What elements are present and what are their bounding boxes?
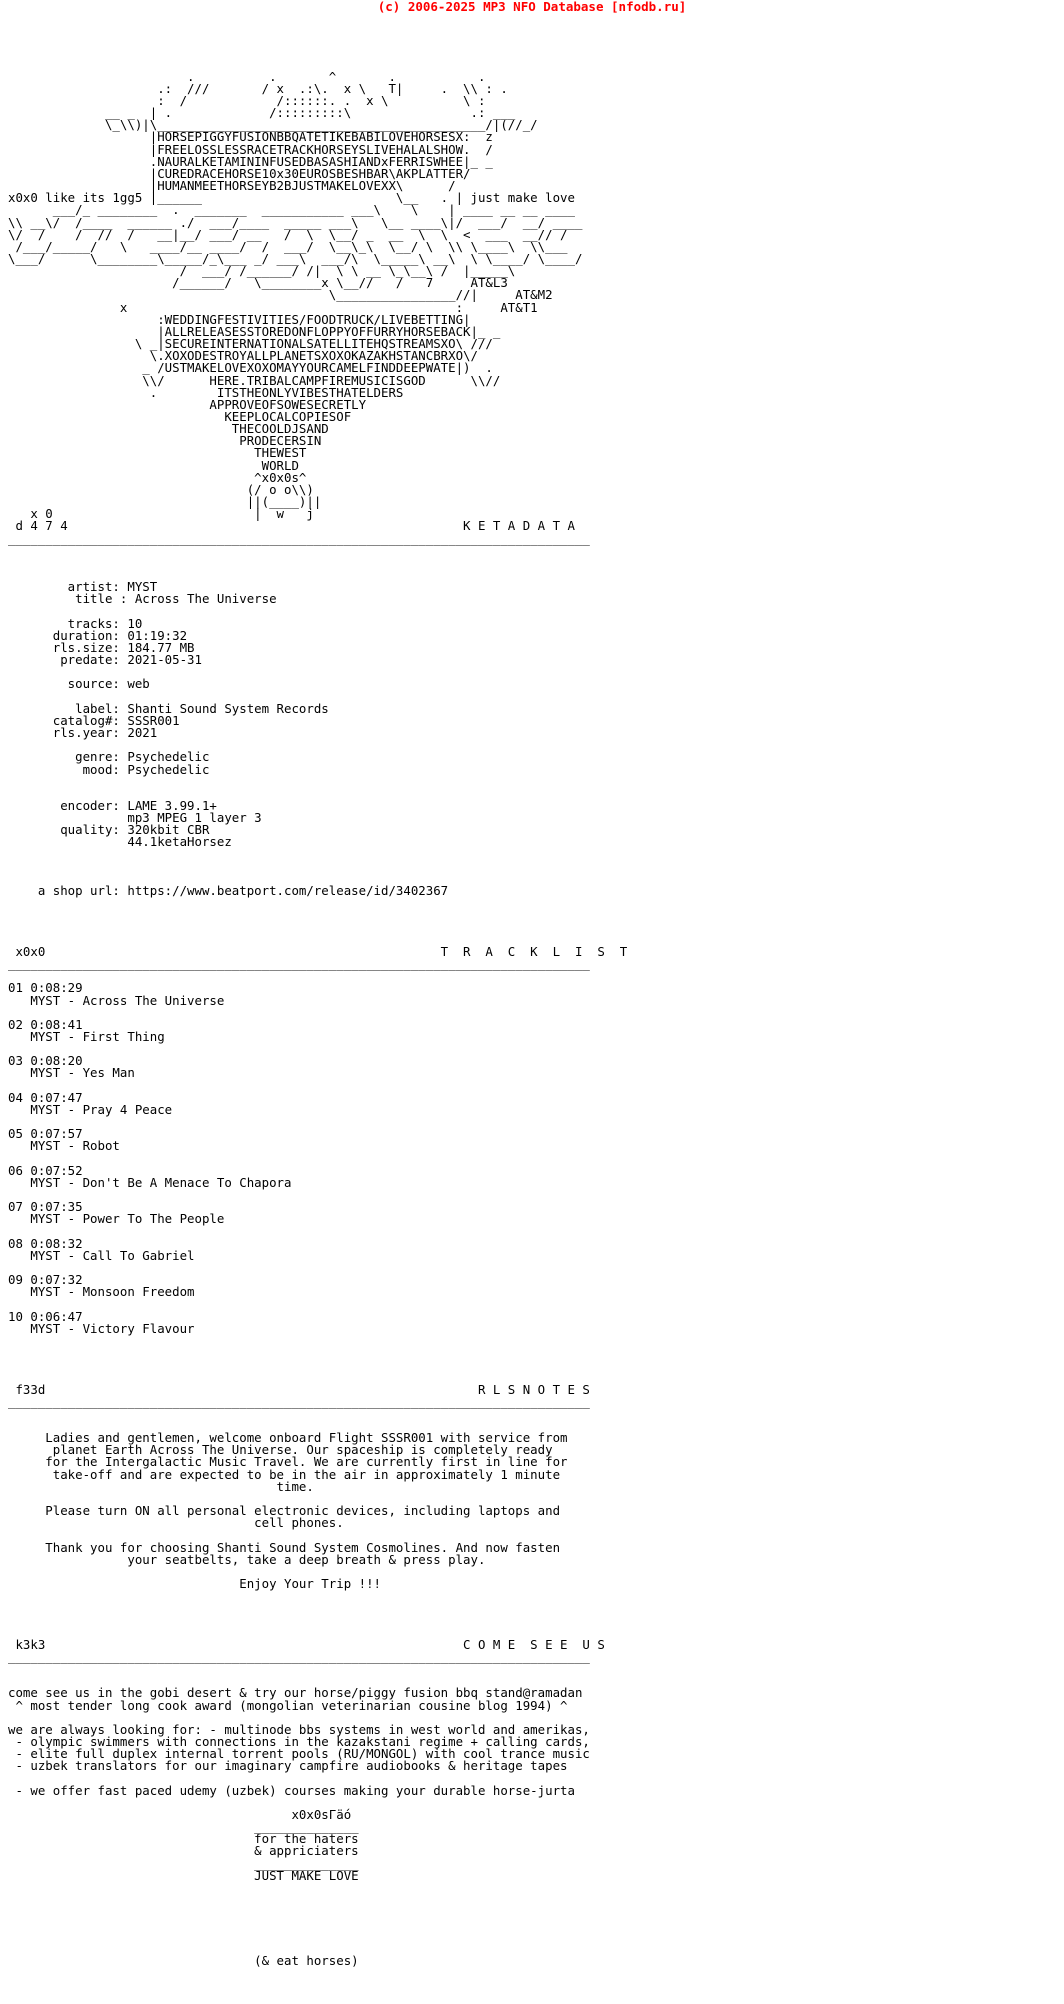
nfo-line: Thank you for choosing Shanti Sound System Cosmolines. And now fasten	[8, 1539, 561, 1555]
nfo-line: 10 0:06:47	[8, 1308, 83, 1324]
nfo-line: - elite full duplex internal torrent pools (RU/MONGOL) with cool trance music	[8, 1746, 590, 1762]
nfo-line: planet Earth Across The Universe. Our spaceship is completely ready	[8, 1442, 553, 1458]
nfo-line: \\ __\/ /____ ______ ./ ___/____ _____ ___\ \__ ____\|/ ___/ __/ ____	[8, 214, 583, 230]
nfo-line: for the haters	[8, 1831, 359, 1847]
nfo-line: __ _ | . /:::::::::\ .: ___	[8, 105, 516, 121]
nfo-line: source: web	[8, 676, 150, 692]
nfo-line: ||(____)||	[8, 494, 322, 510]
nfo-line: MYST - Yes Man	[8, 1065, 135, 1081]
nfo-line: .NAURALKETAMININFUSEDBASASHIANDxFERRISWHEE|_ _	[8, 153, 493, 169]
site-copyright-banner: (c) 2006-2025 MP3 NFO Database [nfodb.ru]	[377, 0, 687, 14]
nfo-line: 44.1ketaHorsez	[8, 834, 232, 850]
nfo-line: KEEPLOCALCOPIESOF	[8, 409, 352, 424]
nfo-line: |HUMANMEETHORSEYB2BJUSTMAKELOVEXX\ /	[8, 178, 456, 194]
nfo-line: PRODECERSIN	[8, 433, 322, 449]
nfo-line: Please turn ON all personal electronic devices, including laptops and	[8, 1503, 561, 1519]
nfo-line: time.	[8, 1478, 314, 1494]
nfo-line: MYST - Pray 4 Peace	[8, 1101, 173, 1117]
nfo-line: - olympic swimmers with connections in the kazakstani regime + calling cards,	[8, 1734, 590, 1750]
nfo-line: ______________________________________________________________________________	[8, 1648, 590, 1664]
nfo-line: THEWEST	[8, 445, 307, 461]
nfo-line: \.XOXODESTROYALLPLANETSXOXOKAZAKHSTANCBRXO\/	[8, 348, 478, 364]
nfo-line: ______________	[8, 1855, 359, 1871]
nfo-line: x 0 | w j	[8, 506, 314, 522]
nfo-line: for the Intergalactic Music Travel. We are currently first in line for	[8, 1454, 568, 1470]
nfo-line: |ALLRELEASESSTOREDONFLOPPYOFFURRYHORSEBACK|_ _	[8, 323, 501, 339]
nfo-line: 02 0:08:41	[8, 1016, 83, 1032]
nfo-line: d 4 7 4 K E T A D A T A	[8, 518, 575, 534]
nfo-line: ^x0x0s^	[8, 469, 307, 485]
nfo-line: . ITSTHEONLYVIBESTHATELDERS	[8, 384, 404, 400]
nfo-line: MYST - First Thing	[8, 1028, 165, 1044]
nfo-line: MYST - Call To Gabriel	[8, 1247, 195, 1263]
nfo-line: \/ / / // / __|__/ ___/ __ / \ \__/ _ __ \ \ < ___ __// /	[8, 226, 568, 242]
nfo-line: artist: MYST	[8, 579, 158, 595]
nfo-line: encoder: LAME 3.99.1+	[8, 798, 217, 813]
nfo-line: / ___/ /______/ /| \ \ __ \_\__\ / |_____\	[8, 263, 516, 279]
nfo-line: quality: 320kbit CBR	[8, 822, 210, 838]
nfo-line: /______/ \________x \__// / 7 AT&L3	[8, 275, 508, 291]
nfo-line: ______________________________________________________________________________	[8, 1393, 590, 1409]
nfo-line: 05 0:07:57	[8, 1126, 83, 1142]
nfo-line: |FREELOSSLESSRACETRACKHORSEYSLIVEHALALSHOW. /	[8, 141, 493, 157]
nfo-line: /___/_____/ \ ____/__ ____/ / ___/ \__\_\ \__/ \ \\ \____\ \\___	[8, 238, 568, 254]
nfo-line: \_\\)|\____________________________________________/|(//_/	[8, 117, 538, 133]
nfo-line: MYST - Across The Universe	[8, 992, 225, 1008]
nfo-line: THECOOLDJSAND	[8, 421, 329, 437]
nfo-line: mp3 MPEG 1 layer 3	[8, 810, 262, 826]
nfo-line: - we offer fast paced udemy (uzbek) courses making your durable horse-jurta	[8, 1782, 575, 1798]
nfo-line: JUST MAKE LOVE	[8, 1867, 359, 1883]
nfo-line: . . ^ . .	[8, 68, 486, 84]
nfo-line: rls.year: 2021	[8, 725, 158, 741]
nfo-line: \___/ \________\_____/_\___ _/ ___\ ___/\ \_____\ __\ \ \____/ \____/	[8, 250, 583, 266]
nfo-line: 01 0:08:29	[8, 980, 83, 996]
nfo-line: 09 0:07:32	[8, 1272, 83, 1288]
nfo-line: Ladies and gentlemen, welcome onboard Flight SSSR001 with service from	[8, 1430, 568, 1446]
nfo-line: genre: Psychedelic	[8, 749, 210, 765]
nfo-line: : / /::::::. . x \ \ :	[8, 92, 486, 108]
nfo-line: 06 0:07:52	[8, 1162, 83, 1178]
nfo-line: WORLD	[8, 457, 299, 473]
nfo-line: label: Shanti Sound System Records	[8, 700, 329, 716]
nfo-line: take-off and are expected to be in the air in approximately 1 minute	[8, 1466, 561, 1482]
nfo-line: x0x0sΓäó	[8, 1806, 352, 1822]
nfo-line: k3k3 C O M E S E E U S	[8, 1636, 605, 1652]
nfo-line: & appriciaters	[8, 1843, 359, 1859]
nfo-line: MYST - Power To The People	[8, 1211, 225, 1227]
nfo-line: duration: 01:19:32	[8, 627, 188, 643]
nfo-line: MYST - Don't Be A Menace To Chapora	[8, 1174, 292, 1190]
nfo-line: MYST - Victory Flavour	[8, 1320, 195, 1336]
nfo-text-block	[8, 22, 627, 1967]
nfo-line: f33d R L S N O T E S	[8, 1381, 590, 1397]
nfo-line: 03 0:08:20	[8, 1053, 83, 1069]
nfo-line: (/ o o\\)	[8, 481, 314, 497]
nfo-line: ______________________________________________________________________________	[8, 956, 590, 972]
nfo-line: ______________________________________________________________________________	[8, 530, 590, 546]
nfo-line: \ _|SECUREINTERNATIONALSATELLITEHQSTREAMSXO\ ///	[8, 336, 493, 352]
nfo-line: x0x0 like its 1gg5 |______ \__ . | just make love	[8, 190, 575, 206]
nfo-line: predate: 2021-05-31	[8, 652, 202, 668]
nfo-line: 08 0:08:32	[8, 1235, 83, 1251]
nfo-line: catalog#: SSSR001	[8, 712, 180, 728]
nfo-line: ___/_ ________ . _______ ___________ ___\ \ | ____ __ __ ____	[8, 202, 575, 218]
nfo-line: |HORSEPIGGYFUSIONBBQATETIKEBABILOVEHORSESX: z	[8, 129, 493, 145]
nfo-line: Enjoy Your Trip !!!	[8, 1576, 381, 1591]
nfo-line: \________________//| AT&M2	[8, 287, 553, 303]
nfo-line: APPROVEOFSOWESECRETLY	[8, 396, 367, 412]
nfo-line: 04 0:07:47	[8, 1089, 83, 1105]
nfo-line: ^ most tender long cook award (mongolian veterinarian cousine blog 1994) ^	[8, 1697, 568, 1713]
nfo-line: :WEDDINGFESTIVITIES/FOODTRUCK/LIVEBETTING|	[8, 311, 471, 327]
nfo-line: cell phones.	[8, 1515, 344, 1531]
nfo-line: we are always looking for: - multinode bbs systems in west world and amerikas,	[8, 1721, 590, 1737]
nfo-line: (& eat horses)	[8, 1952, 359, 1968]
nfo-line: x : AT&T1	[8, 299, 538, 315]
nfo-line: rls.size: 184.77 MB	[8, 639, 195, 655]
nfo-line: _ /USTMAKELOVEXOXOMAYYOURCAMELFINDDEEPWATE|) .	[8, 360, 493, 376]
nfo-line: tracks: 10	[8, 615, 143, 631]
nfo-line: your seatbelts, take a deep breath & press play.	[8, 1551, 486, 1567]
nfo-line: mood: Psychedelic	[8, 761, 210, 777]
nfo-line: ______________	[8, 1819, 359, 1835]
nfo-line: a shop url: https://www.beatport.com/release/id/3402367	[8, 883, 449, 899]
nfo-line: MYST - Robot	[8, 1138, 120, 1154]
nfo-line: .: /// / x .:\. x \ T| . \\ : .	[8, 80, 508, 96]
nfo-line: x0x0 T R A C K L I S T	[8, 943, 628, 959]
nfo-line: - uzbek translators for our imaginary campfire audiobooks & heritage tapes	[8, 1758, 568, 1774]
nfo-line: 07 0:07:35	[8, 1199, 83, 1215]
nfo-line: come see us in the gobi desert & try our horse/piggy fusion bbq stand@ramadan	[8, 1685, 583, 1701]
nfo-line: |CUREDRACEHORSE10x30EUROSBESHBAR\AKPLATTER/	[8, 165, 471, 181]
nfo-line: \\/ HERE.TRIBALCAMPFIREMUSICISGOD \\//	[8, 372, 501, 388]
nfo-line: MYST - Monsoon Freedom	[8, 1284, 195, 1300]
nfo-line: title : Across The Universe	[8, 591, 277, 607]
